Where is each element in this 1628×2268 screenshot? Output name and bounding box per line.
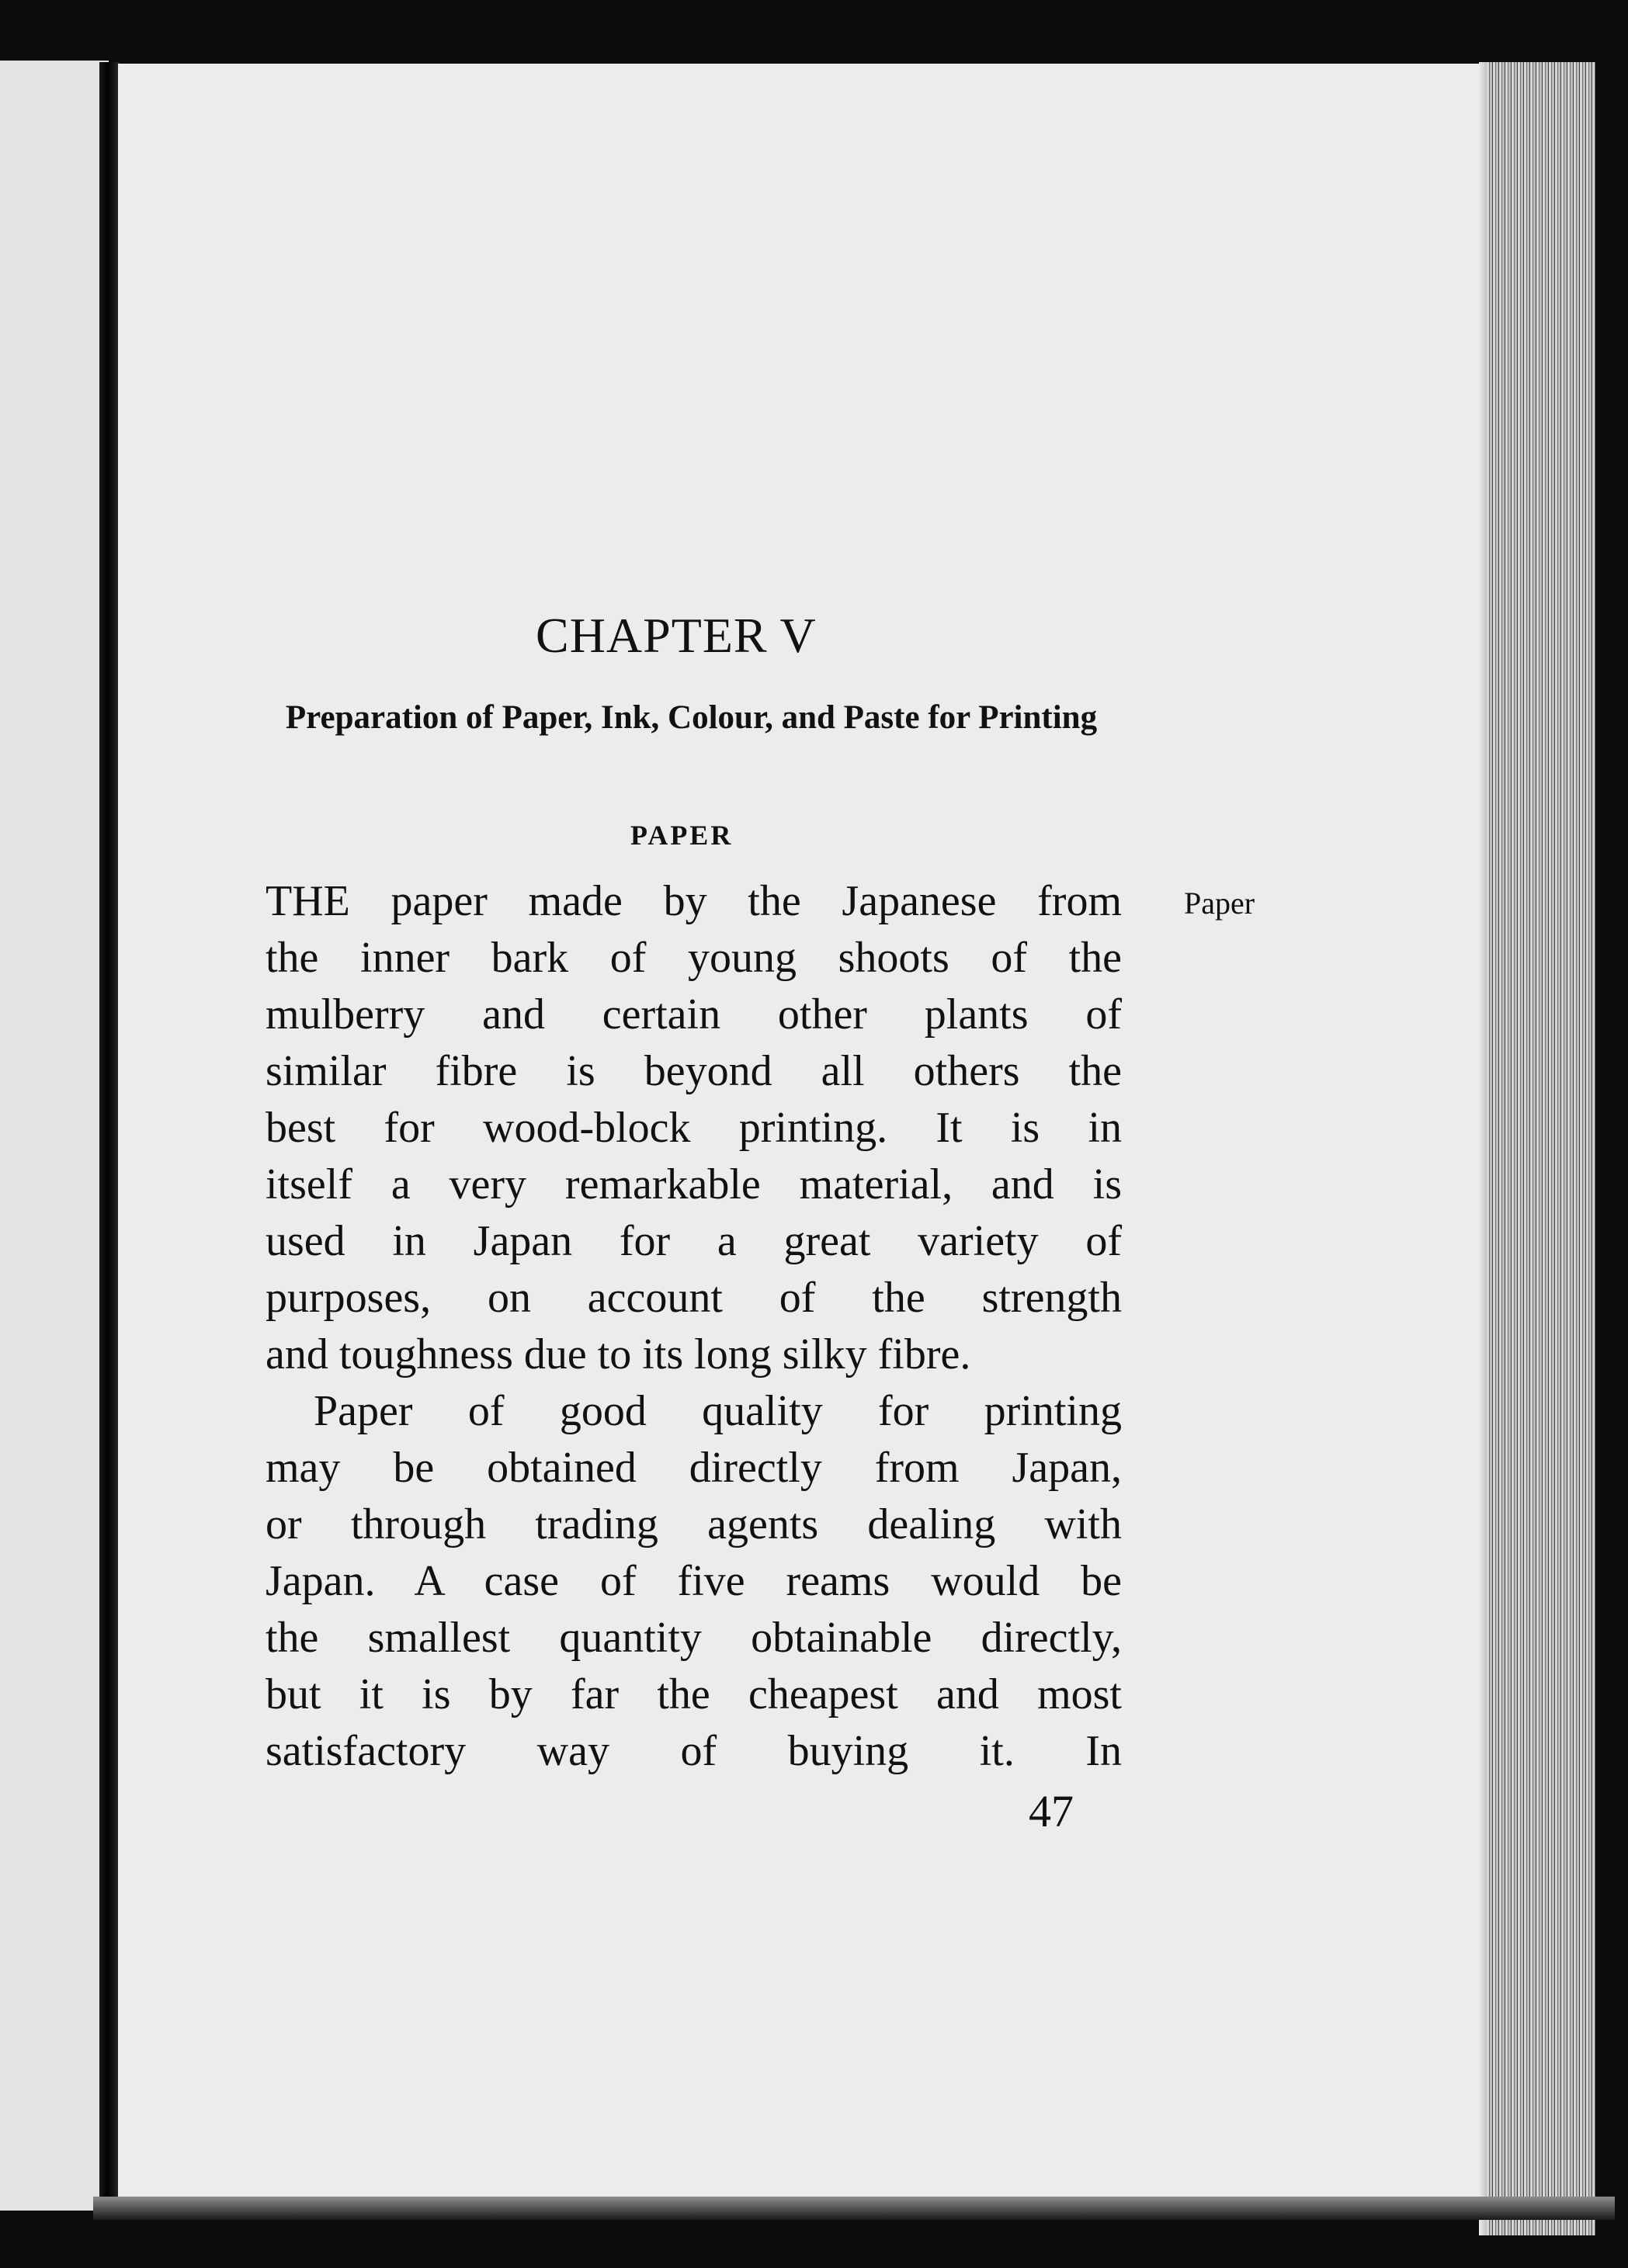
- body-line: Paper of good quality for printing: [314, 1387, 1122, 1435]
- margin-note: Paper: [1184, 886, 1255, 921]
- page-number: 47: [1029, 1786, 1074, 1836]
- body-line: THE paper made by the Japanese from: [266, 877, 1122, 925]
- body-line: or through trading agents dealing with: [266, 1500, 1122, 1548]
- body-line: the inner bark of young shoots of the: [266, 934, 1122, 982]
- body-line: Japan. A case of five reams would be: [266, 1557, 1122, 1605]
- body-line: itself a very remarkable material, and is: [266, 1160, 1122, 1209]
- stacked-page-edges: [1487, 62, 1595, 2235]
- book-gutter: [99, 62, 120, 2212]
- bottom-page-edge: [93, 2197, 1615, 2220]
- chapter-title: CHAPTER V: [536, 608, 817, 663]
- body-line: satisfactory way of buying it. In: [266, 1727, 1122, 1775]
- body-line: purposes, on account of the strength: [266, 1274, 1122, 1322]
- body-line: best for wood-block printing. It is in: [266, 1104, 1122, 1152]
- body-line: and toughness due to its long silky fibre.: [266, 1330, 971, 1378]
- body-line: similar fibre is beyond all others the: [266, 1047, 1122, 1095]
- body-line: mulberry and certain other plants of: [266, 990, 1122, 1039]
- section-heading: PAPER: [630, 820, 734, 851]
- body-line: used in Japan for a great variety of: [266, 1217, 1122, 1265]
- body-line: but it is by far the cheapest and most: [266, 1670, 1122, 1718]
- chapter-subtitle: Preparation of Paper, Ink, Colour, and Paste for Printing: [285, 699, 1098, 736]
- body-line: may be obtained directly from Japan,: [266, 1444, 1122, 1492]
- body-line: the smallest quantity obtainable directly,: [266, 1614, 1122, 1662]
- previous-page-edge: [0, 61, 109, 2211]
